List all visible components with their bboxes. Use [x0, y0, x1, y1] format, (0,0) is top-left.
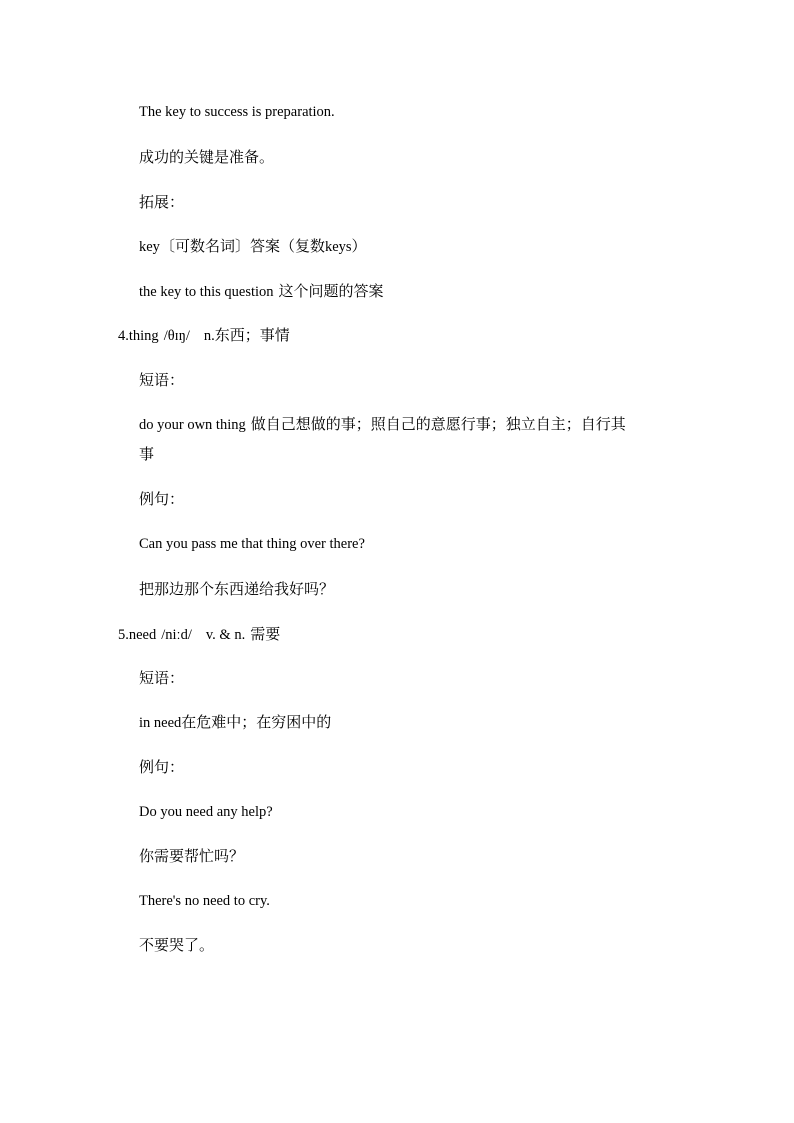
- example-label: [139, 757, 184, 778]
- phonetic: /niːd/: [161, 627, 192, 643]
- example-sentence-zh: [139, 147, 274, 168]
- text: 拓展：: [139, 193, 185, 211]
- word: 4.thing: [118, 328, 159, 344]
- text-zh: 在危难中；在穷困中的: [181, 713, 332, 731]
- meaning: 东西；事情: [214, 326, 290, 344]
- text-zh: 事: [139, 445, 155, 463]
- text: 不要哭了。: [139, 936, 215, 954]
- text: Can you pass me that thing over there?: [139, 536, 365, 552]
- text: 把那边那个东西递给我好吗？: [139, 580, 335, 598]
- example-label: [139, 489, 184, 510]
- example-sentence-zh: [139, 846, 244, 867]
- text-zh: 做自己想做的事；照自己的意愿行事；独立自主；自行其: [250, 415, 626, 433]
- text-en: key: [139, 239, 160, 255]
- extension-item: [139, 236, 367, 257]
- phrase-item-continued: [139, 444, 154, 465]
- text: The key to success is preparation.: [139, 104, 335, 120]
- text: 成功的关键是准备。: [139, 148, 275, 166]
- text: 例句：: [139, 490, 185, 508]
- example-sentence-en: [139, 102, 335, 122]
- text-en: the key to this question: [139, 284, 274, 300]
- phonetic: /θɪŋ/: [163, 328, 190, 344]
- text-en: in need: [139, 715, 182, 731]
- phrase-item: [139, 712, 331, 733]
- text-zh-2: ）: [351, 237, 367, 255]
- example-sentence-zh: [139, 935, 214, 956]
- vocab-heading-need: [118, 624, 280, 645]
- text-en-2: keys: [324, 239, 352, 255]
- text: There's no need to cry.: [139, 893, 270, 909]
- example-sentence-en: [139, 534, 365, 554]
- text: 你需要帮忙吗？: [139, 847, 245, 865]
- text-zh: 〔可数名词〕答案（复数: [159, 237, 325, 255]
- phrase-item: [139, 414, 626, 435]
- text-en: do your own thing: [139, 417, 246, 433]
- meaning: 需要: [250, 625, 281, 643]
- example-sentence-en: [139, 802, 273, 822]
- text: Do you need any help?: [139, 804, 273, 820]
- part-of-speech: n.: [203, 328, 215, 344]
- extension-phrase: [139, 281, 384, 302]
- phrase-label: [139, 668, 184, 689]
- extension-label: [139, 192, 184, 213]
- vocab-heading-thing: [118, 325, 290, 346]
- text: 例句：: [139, 758, 185, 776]
- phrase-label: [139, 370, 184, 391]
- example-sentence-zh: [139, 579, 334, 600]
- text: 短语：: [139, 371, 185, 389]
- part-of-speech: v. & n.: [205, 627, 246, 643]
- example-sentence-en: [139, 891, 270, 911]
- text: 短语：: [139, 669, 185, 687]
- text-zh: 这个问题的答案: [278, 282, 384, 300]
- word: 5.need: [118, 627, 157, 643]
